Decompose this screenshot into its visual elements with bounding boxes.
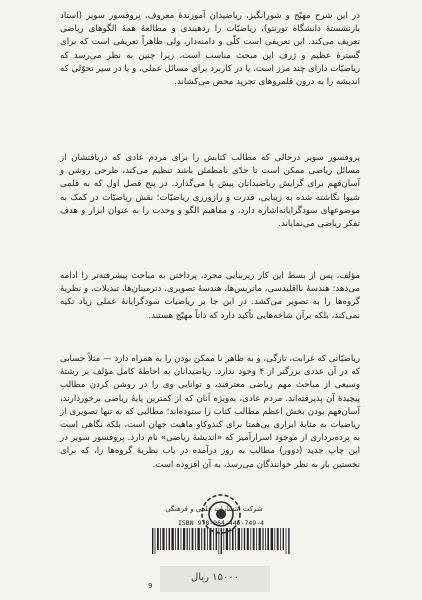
paragraph-text: پروفسور سویر درحالی که مطالب کتابش را برای مردم عادی که دریافتشان از مسائل ریاضی ممکن است تا حدّی نامطمئن باشد تنظیم می‌کند، طرحی روشن و آسان‌فهم برای گرایش ریاضیدانان پیش پا می‌گذارد. در پنج فصل اول که به قلمی شیوا نگاشته شده به زیبایی، قدرت و رازورزی ریاضیّات؛ نقش ریاضیّات در کمک به موضوعهای سودگرایانه‌اشاره دارد، و مفاهیم الگو و وحدت را به عنوان ابزار و هدف تفکر ریاضی می‌نمایاند.	[60, 153, 360, 230]
body-paragraph-3	[60, 270, 360, 323]
paragraph-text: در این شرح مهیّج و شورانگیز، ریاضیدان آموزندهٔ معروف، پروفسور سویر (استاد بازنشستهٔ دانشگاه تورنتو)، ریاضیّات را ردهبندی و مطالعهٔ همهٔ الگوهای ریاضی تعریف می‌کند. این تعریفی است کلّی و دامنه‌دار، ولی ظاهراً تعریفی است که برای گسترهٔ عظیم و ژرف این مبحث مناسب است، زیرا چنین به نظر می‌رسد که ریاضیّات دارای چند مرز است، یا در کاربرد برای مسائل عملی، و یا در سیر تحوّلی که اندیشه را به درون قلمروهای تجرید محض می‌کشاند.	[60, 11, 360, 88]
barcode-icon	[152, 528, 290, 554]
paragraph-text: مؤلف، پس از بسط این کار زیربنایی مجرد، پرداختن به مباحث پیشرفته‌تر را ادامه می‌دهد: هندسهٔ نااقلیدسی، ماتریس‌ها، هندسهٔ تصویری، دترمینان‌ها، تبدیلات، و نظریهٔ گروه‌ها را به تصویر می‌کشد. در این جا بر ریاضیات سودگرایانهٔ عملی زیاد تکیه نمی‌کند، بلکه برآن شاخه‌هایی تأکید دارد که ذاتاً مهیّج هستند.	[60, 271, 360, 321]
price-label: ۱۵۰۰۰ ریال	[191, 572, 239, 583]
isbn-number: ISBN 978-964-445-749-4	[177, 519, 265, 527]
body-paragraph-1	[60, 10, 360, 89]
paragraph-text: ریاضیّاتی که غرابت، تازگی، و به ظاهر نا ممکن بودن را به همراه دارد — مثلاً حسابی که در آن عددی بزرگتر از ۴ وجود ندارد. ریاضیدانان به احاطهٔ کامل مؤلف بر رشتهٔ وسیعی از مباحث مهم ریاضی معترفند، و توانایی وی را در روشن کردن مطالب پیچیدهٔ آن پذیرفته‌اند. مردم عادی، به‌ویژه آنان که از کمترین پایهٔ ریاضی برخوردارند، آسان‌فهم بودن بخش اعظم مطالب کتاب را ستوده‌اند؛ مطالبی که نه تنها تصویری از ریاضیات به مثابهٔ ابزاری بی‌همتا برای کندوکاو ماهیت جهان است، بلکه نگاهی است به پرده‌برداری از موجود اسرارآمیز که «اندیشهٔ ریاضی» نام دارد. پروفسور سویر در این چاپ جدید (دوور) مطالب به روز درآمده در باب نظریهٔ گروه‌ها را، که برای نخستین بار به نظر خوانندگان می‌رسد، به آن افزوده است.	[60, 354, 360, 470]
page-marker: 9	[148, 582, 153, 590]
publisher-name: شرکت انتشارات علمی و فرهنگی	[165, 505, 263, 513]
body-paragraph-4	[60, 353, 360, 472]
body-paragraph-2	[60, 152, 360, 231]
